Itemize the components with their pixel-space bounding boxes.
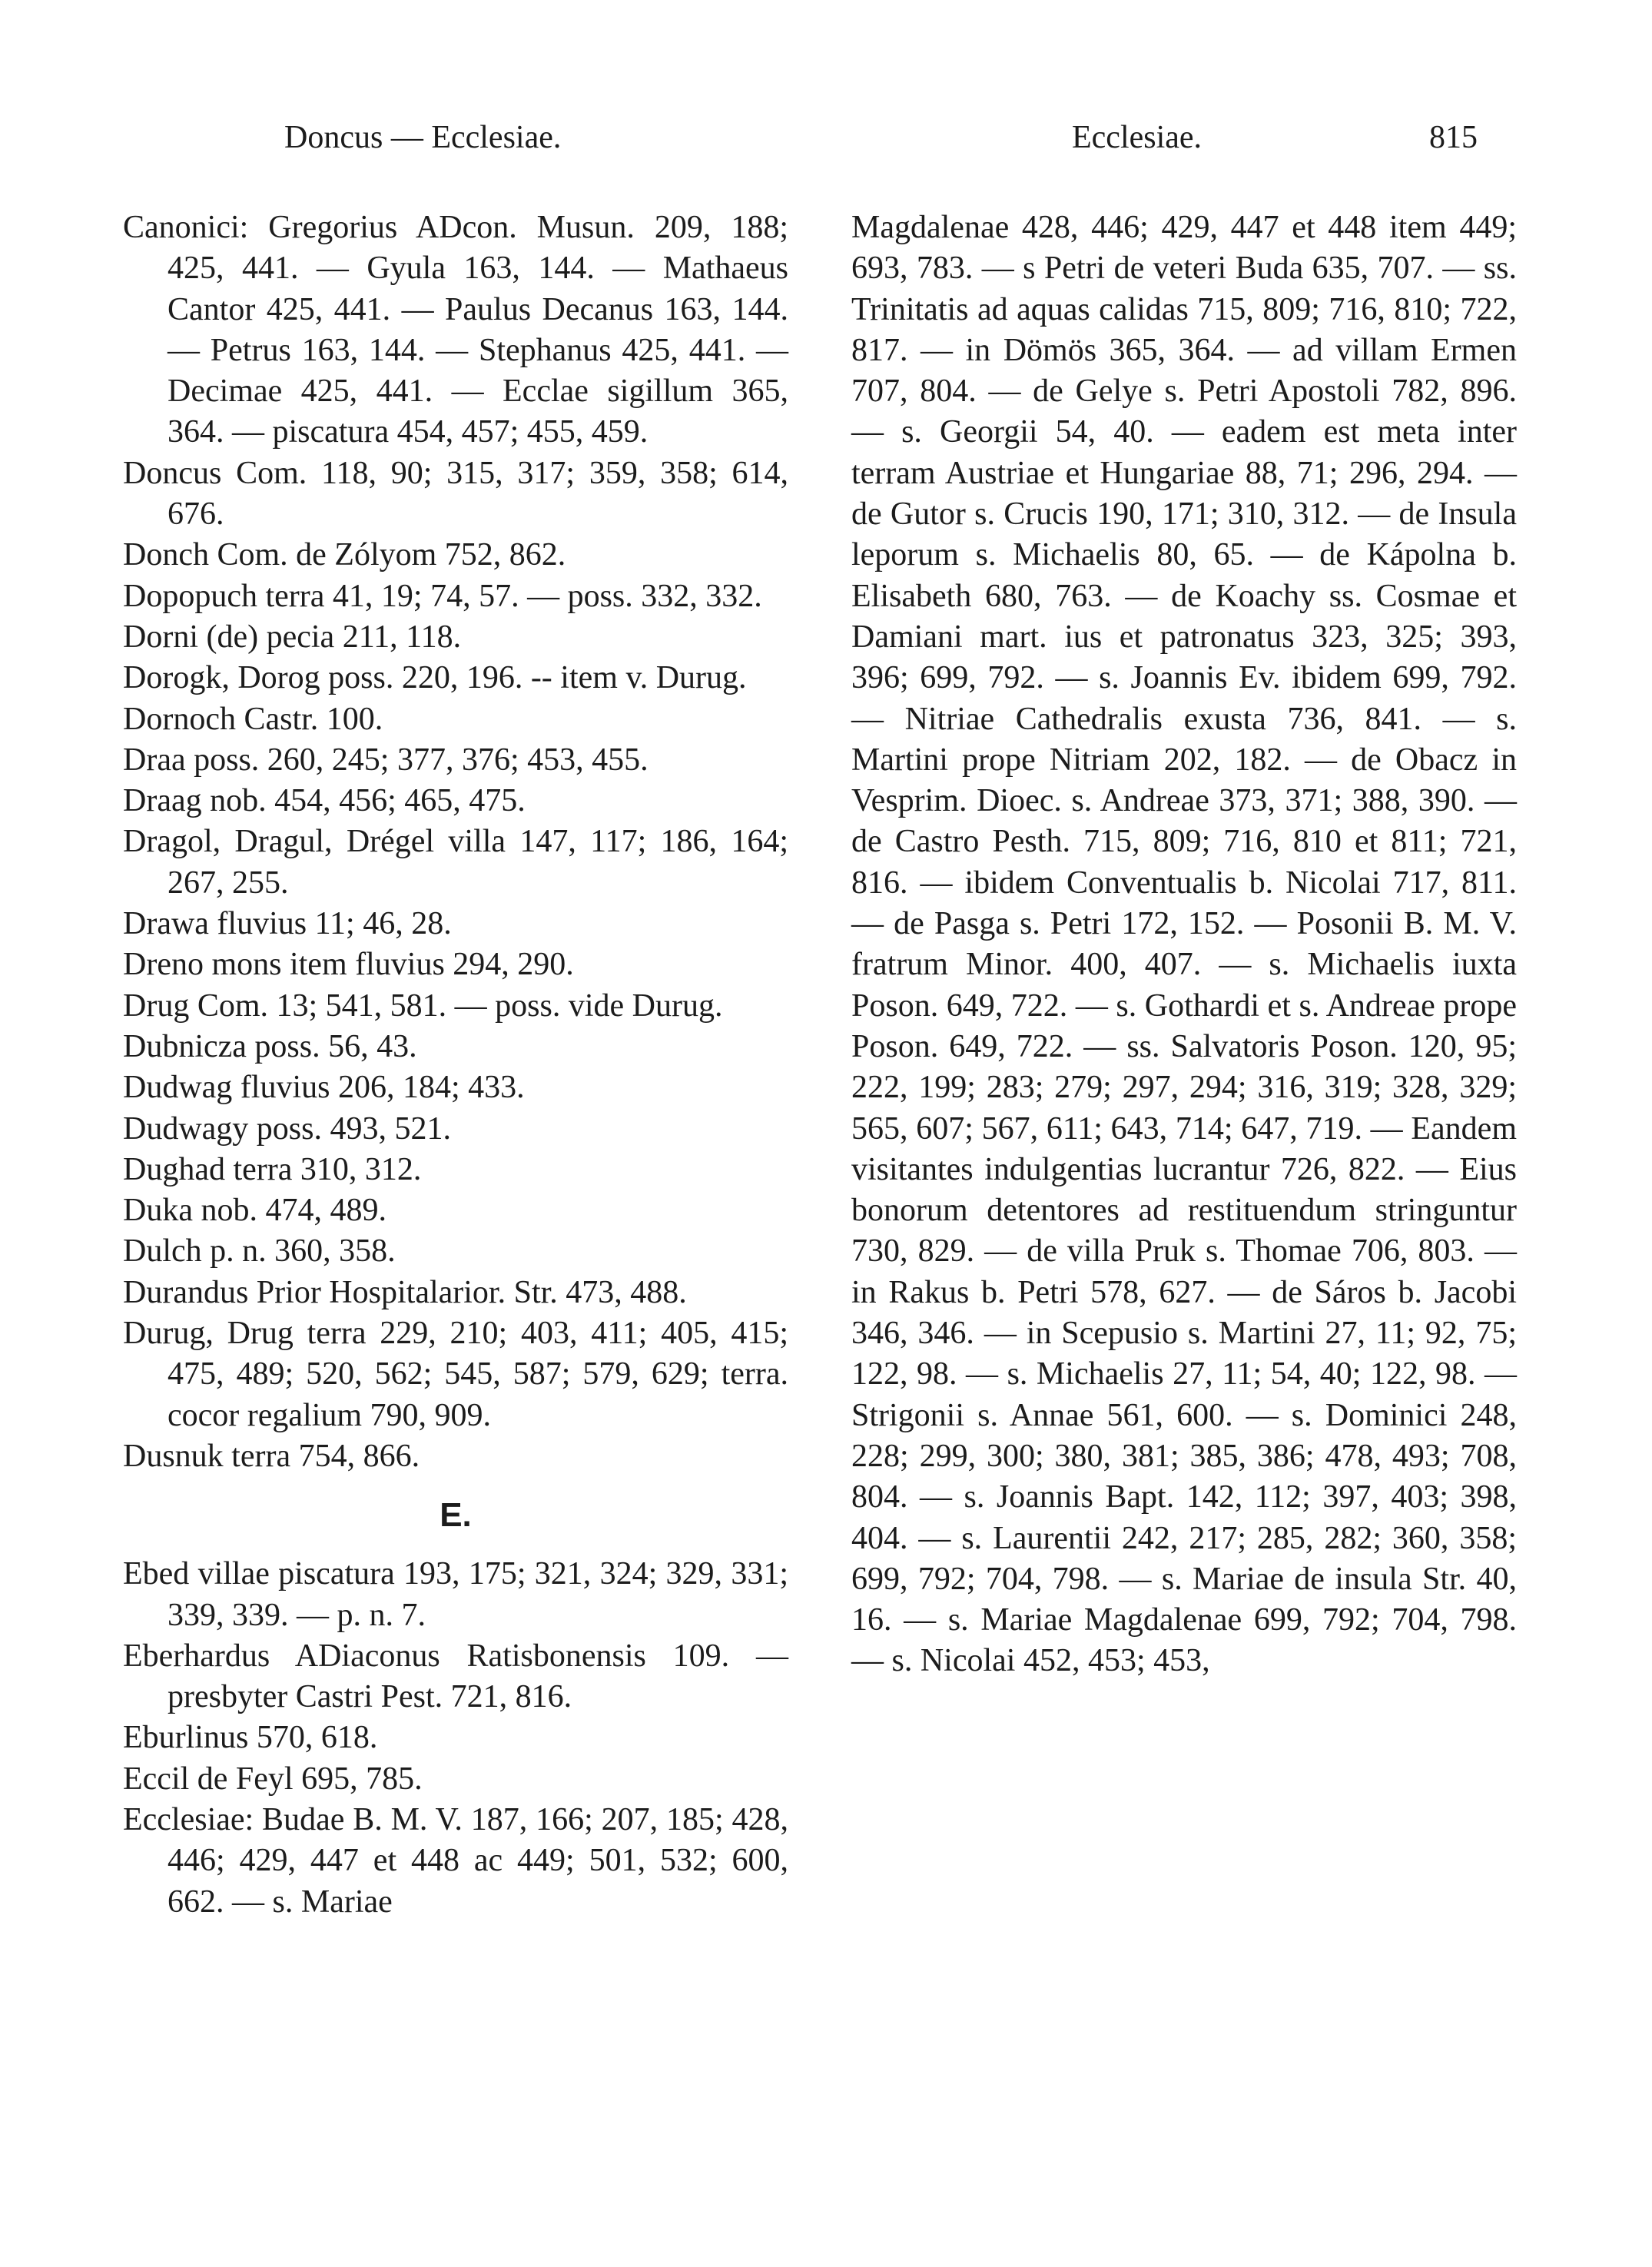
index-entry: Canonici: Gregorius ADcon. Musun. 209, 188; 425, 441. — Gyula 163, 144. — Mathaeus Cantor 425, 441. — Paulus Decanus 163, 144. — Petrus 163, 144. — Stephanus 425, 441. — Decimae 425, 441. — Ecclae sigillum 365, 364. — piscatura 454, 457; 455, 459. — [123, 210, 788, 450]
index-entry: Dopopuch terra 41, 19; 74, 57. — poss. 332, 332. — [123, 578, 762, 614]
index-entry: Dornoch Castr. 100. — [123, 701, 383, 737]
index-entry: Eccil de Feyl 695, 785. — [123, 1761, 423, 1797]
index-entry: Ecclesiae: Budae B. M. V. 187, 166; 207, 185; 428, 446; 429, 447 et 448 ac 449; 501, 532; 600, 662. — s. Mariae — [123, 1801, 788, 1920]
index-entry: Dorni (de) pecia 211, 118. — [123, 619, 462, 655]
index-entry: Dudwagy poss. 493, 521. — [123, 1110, 451, 1147]
index-entry: Dulch p. n. 360, 358. — [123, 1233, 396, 1270]
index-entry: Dragol, Dragul, Drégel villa 147, 117; 186, 164; 267, 255. — [123, 824, 788, 901]
running-head-right: Ecclesiae. — [1072, 120, 1203, 155]
index-entry: Drug Com. 13; 541, 581. — poss. vide Durug. — [123, 987, 723, 1024]
index-entry: Durandus Prior Hospitalarior. Str. 473, 488. — [123, 1274, 687, 1310]
index-entry: Dreno mons item fluvius 294, 290. — [123, 947, 574, 983]
section-letter-heading: E. — [440, 1496, 472, 1535]
index-entry: Drawa fluvius 11; 46, 28. — [123, 906, 452, 942]
page-number: 815 — [1429, 120, 1478, 155]
index-entry: Donch Com. de Zólyom 752, 862. — [123, 537, 566, 573]
index-entry: Eberhardus ADiaconus Ratisbonensis 109. — presbyter Castri Pest. 721, 816. — [123, 1638, 788, 1715]
index-entry: Draa poss. 260, 245; 377, 376; 453, 455. — [123, 742, 649, 778]
index-entry: Dughad terra 310, 312. — [123, 1151, 422, 1187]
index-entry: Dubnicza poss. 56, 43. — [123, 1028, 417, 1064]
index-entry: Durug, Drug terra 229, 210; 403, 411; 405, 415; 475, 489; 520, 562; 545, 587; 579, 629; terra. cocor regalium 790, 909. — [123, 1316, 788, 1433]
running-head-left: Doncus — Ecclesiae. — [284, 120, 562, 155]
index-entry: Doncus Com. 118, 90; 315, 317; 359, 358; 614, 676. — [123, 455, 788, 533]
index-entry: Dorogk, Dorog poss. 220, 196. -- item v. Durug. — [123, 660, 747, 696]
index-entry: Draag nob. 454, 456; 465, 475. — [123, 783, 526, 819]
index-entry: Dudwag fluvius 206, 184; 433. — [123, 1070, 525, 1106]
index-entry: Ebed villae piscatura 193, 175; 321, 324; 329, 331; 339, 339. — p. n. 7. — [123, 1556, 788, 1633]
index-entry: Dusnuk terra 754, 866. — [123, 1438, 420, 1474]
left-column — [123, 207, 788, 1923]
index-entry: Eburlinus 570, 618. — [123, 1720, 378, 1756]
index-entry-continuation: Magdalenae 428, 446; 429, 447 et 448 item 449; 693, 783. — s Petri de veteri Buda 635, 707. — ss. Trinitatis ad aquas calidas 715, 809; 716, 810; 722, 817. — in Dömös 365, 364. — ad villam Ermen 707, 804. — de Gelye s. Petri Apostoli 782, 896. — s. Georgii 54, 40. — eadem est meta inter terram Austriae et Hungariae 88, 71; 296, 294. — de Gutor s. Crucis 190, 171; 310, 312. — de Insula leporum s. Michaelis 80, 65. — de Kápolna b. Elisabeth 680, 763. — de Koachy ss. Cosmae et Damiani mart. ius et patronatus 323, 325; 393, 396; 699, 792. — s. Joannis Ev. ibidem 699, 792. — Nitriae Cathedralis exusta 736, 841. — s. Martini prope Nitriam 202, 182. — de Obacz in Vesprim. Dioec. s. Andreae 373, 371; 388, 390. — de Castro Pesth. 715, 809; 716, 810 et 811; 721, 816. — ibidem Conventualis b. Nicolai 717, 811. — de Pasga s. Petri 172, 152. — Posonii B. M. V. fratrum Minor. 400, 407. — s. Michaelis iuxta Poson. 649, 722. — s. Gothardi et s. Andreae prope Poson. 649, 722. — ss. Salvatoris Poson. 120, 95; 222, 199; 283; 279; 297, 294; 316, 319; 328, 329; 565, 607; 567, 611; 643, 714; 647, 719. — Eandem visitantes indulgentias lucrantur 726, 822. — Eius bonorum detentores ad restituendum stringuntur 730, 829. — de villa Pruk s. Thomae 706, 803. — in Rakus b. Petri 578, 627. — de Sáros b. Jacobi 346, 346. — in Scepusio s. Martini 27, 11; 92, 75; 122, 98. — s. Michaelis 27, 11; 54, 40; 122, 98. — Strigonii s. Annae 561, 600. — s. Dominici 248, 228; 299, 300; 380, 381; 385, 386; 478, 493; 708, 804. — s. Joannis Bapt. 142, 112; 397, 403; 398, 404. — s. Laurentii 242, 217; 285, 282; 360, 358; 699, 792; 704, 798. — s. Mariae de insula Str. 40, 16. — s. Mariae Magdalenae 699, 792; 704, 798. — s. Nicolai 452, 453; 453, — [851, 210, 1517, 1679]
index-entry: Duka nob. 474, 489. — [123, 1193, 386, 1229]
right-column — [851, 207, 1517, 1682]
